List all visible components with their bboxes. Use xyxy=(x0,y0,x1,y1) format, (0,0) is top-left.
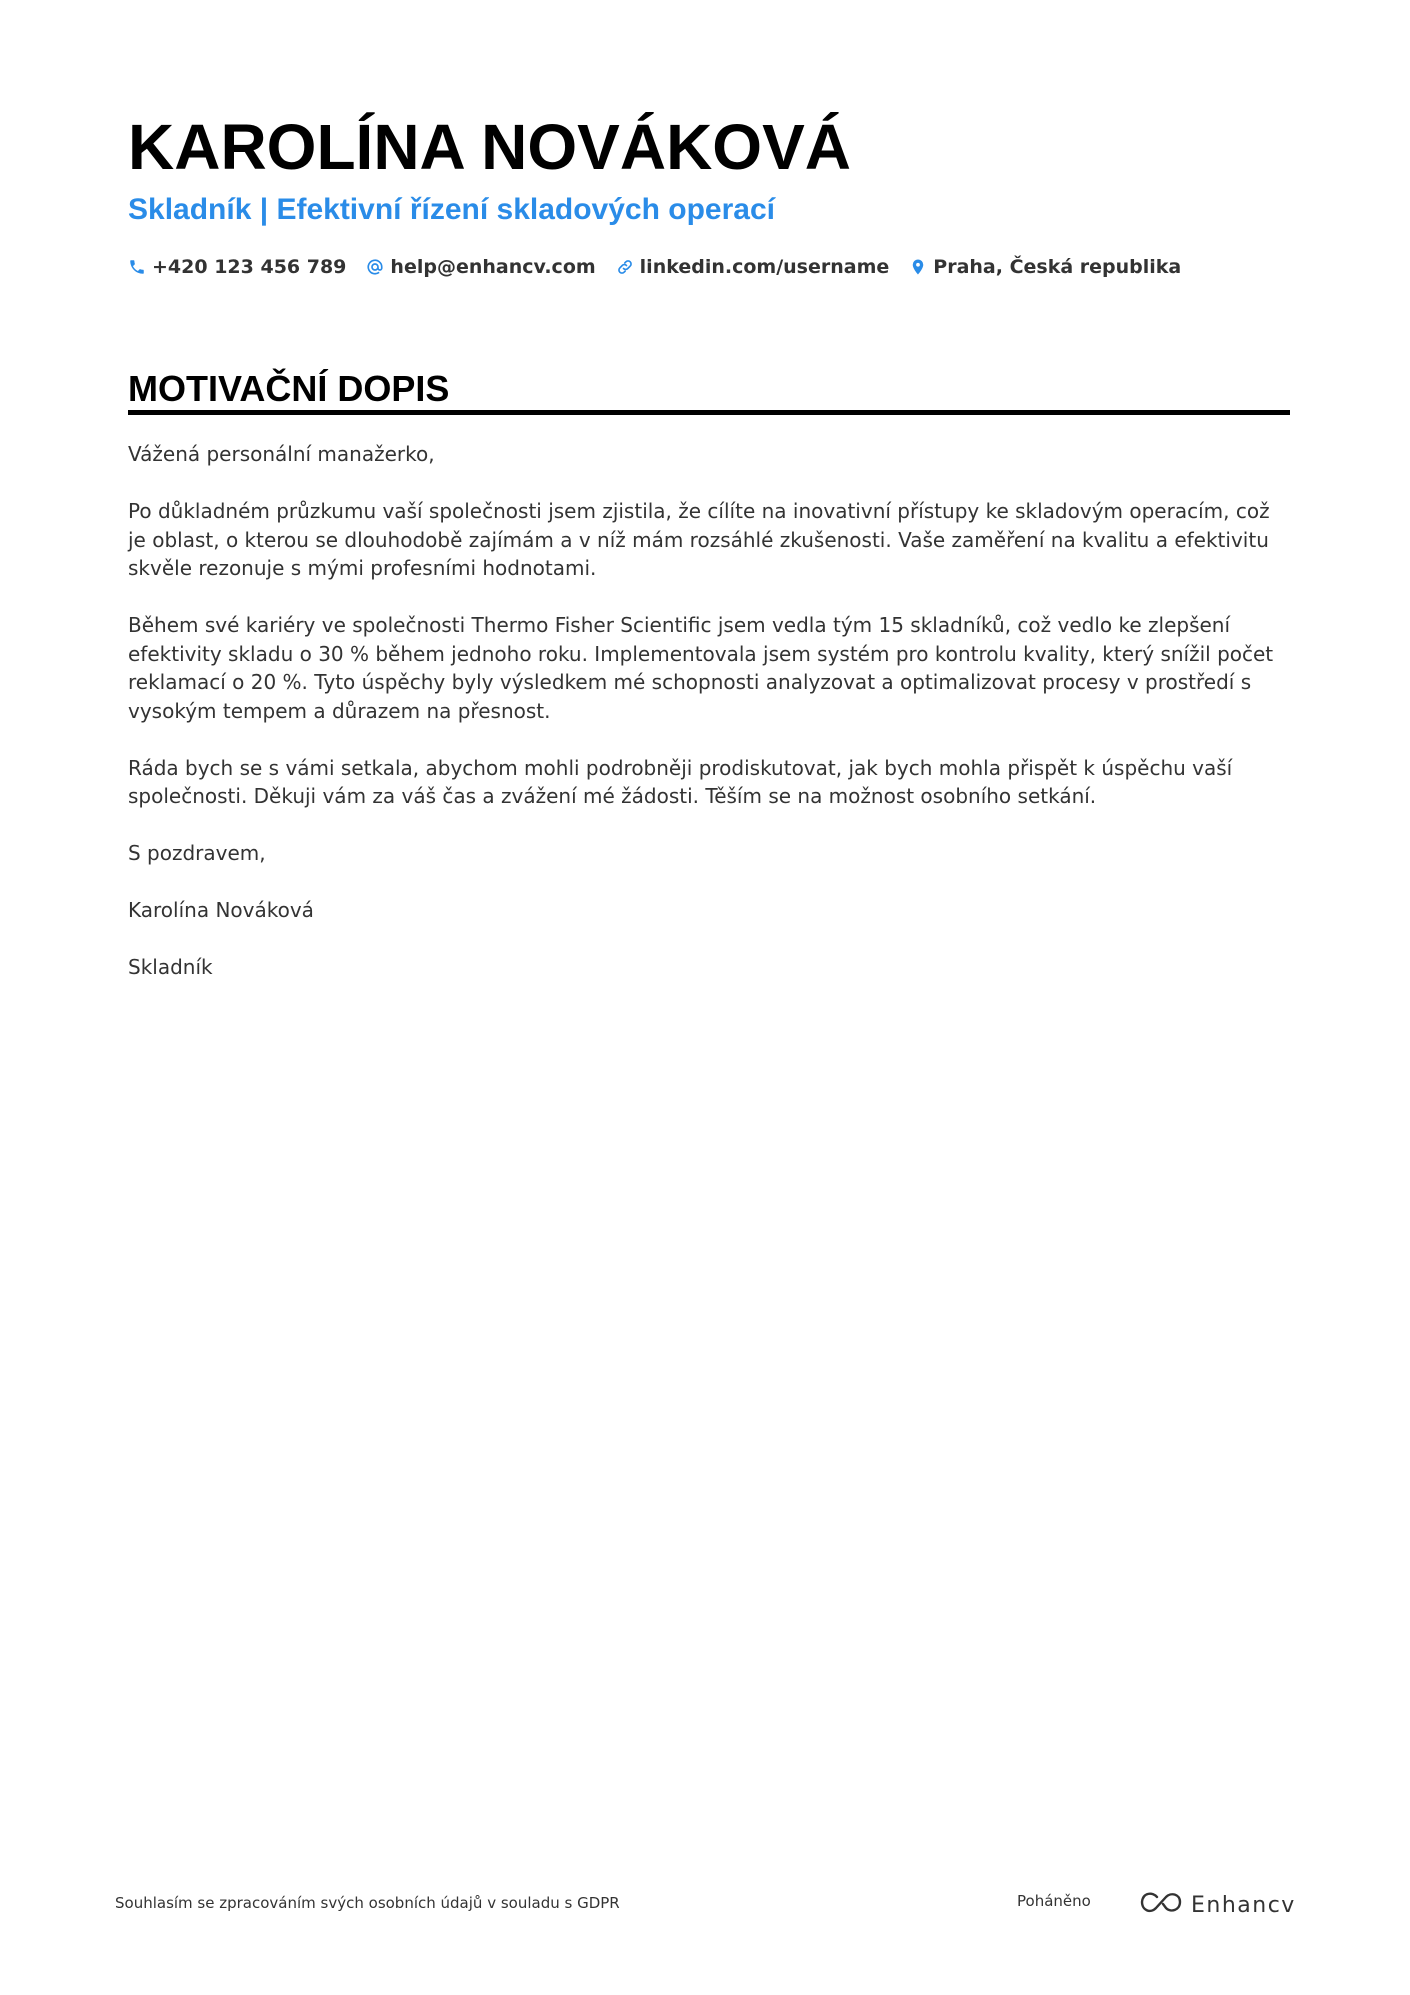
enhancv-logo[interactable] xyxy=(1137,1888,1296,1922)
contact-phone[interactable] xyxy=(128,256,346,278)
contact-location-text: Praha, Česká republika xyxy=(933,256,1182,278)
gdpr-consent-text: Souhlasím se zpracováním svých osobních údajů v souladu s GDPR xyxy=(115,1894,620,1912)
link-icon xyxy=(616,258,634,276)
contact-bar xyxy=(128,253,1201,281)
candidate-name: KAROLÍNA NOVÁKOVÁ xyxy=(128,111,851,183)
letter-paragraph: Během své kariéry ve společnosti Thermo Fisher Scientific jsem vedla tým 15 skladníků, což vedlo ke zlepšení efektivity skladu o 30 % během jednoho roku. Implementovala jsem systém pro kontrolu kvality, který snížil počet reklamací o 20 %. Tyto úspěchy byly výsledkem mé schopnosti analyzovat a optimalizovat procesy v prostředí s vysokým tempem a důrazem na přesnost. xyxy=(128,613,1274,723)
enhancv-logo-icon xyxy=(1137,1888,1185,1922)
letter-closing: S pozdravem, xyxy=(128,841,266,865)
letter-paragraph: Po důkladném průzkumu vaší společnosti jsem zjistila, že cílíte na inovativní přístupy ke skladovým operacím, což je oblast, o kterou se dlouhodobě zajímám a v níž mám rozsáhlé zkušenosti. Vaše zaměření na kvalitu a efektivitu skvěle rezonuje s mými profesními hodnotami. xyxy=(128,499,1270,580)
phone-icon xyxy=(128,258,146,276)
letter-body xyxy=(128,440,1290,1010)
section-title: MOTIVAČNÍ DOPIS xyxy=(128,368,450,409)
enhancv-brand-text: Enhancv xyxy=(1191,1892,1296,1918)
powered-by-label: Poháněno xyxy=(1017,1892,1091,1910)
signature-title: Skladník xyxy=(128,955,213,979)
at-icon xyxy=(366,258,384,276)
candidate-headline: Skladník | Efektivní řízení skladových operací xyxy=(128,193,775,226)
contact-linkedin-text: linkedin.com/username xyxy=(639,256,890,278)
contact-location xyxy=(909,256,1181,278)
signature-name: Karolína Nováková xyxy=(128,898,314,922)
location-pin-icon xyxy=(909,258,927,276)
contact-email-text: help@enhancv.com xyxy=(390,256,596,278)
letter-greeting: Vážená personální manažerko, xyxy=(128,442,435,466)
contact-linkedin[interactable] xyxy=(616,256,890,278)
section-divider xyxy=(128,410,1290,415)
contact-email[interactable] xyxy=(366,256,595,278)
letter-paragraph: Ráda bych se s vámi setkala, abychom mohli podrobněji prodiskutovat, jak bych mohla přispět k úspěchu vaší společnosti. Děkuji vám za váš čas a zvážení mé žádosti. Těším se na možnost osobního setkání. xyxy=(128,755,1233,808)
contact-phone-text: +420 123 456 789 xyxy=(152,256,347,278)
